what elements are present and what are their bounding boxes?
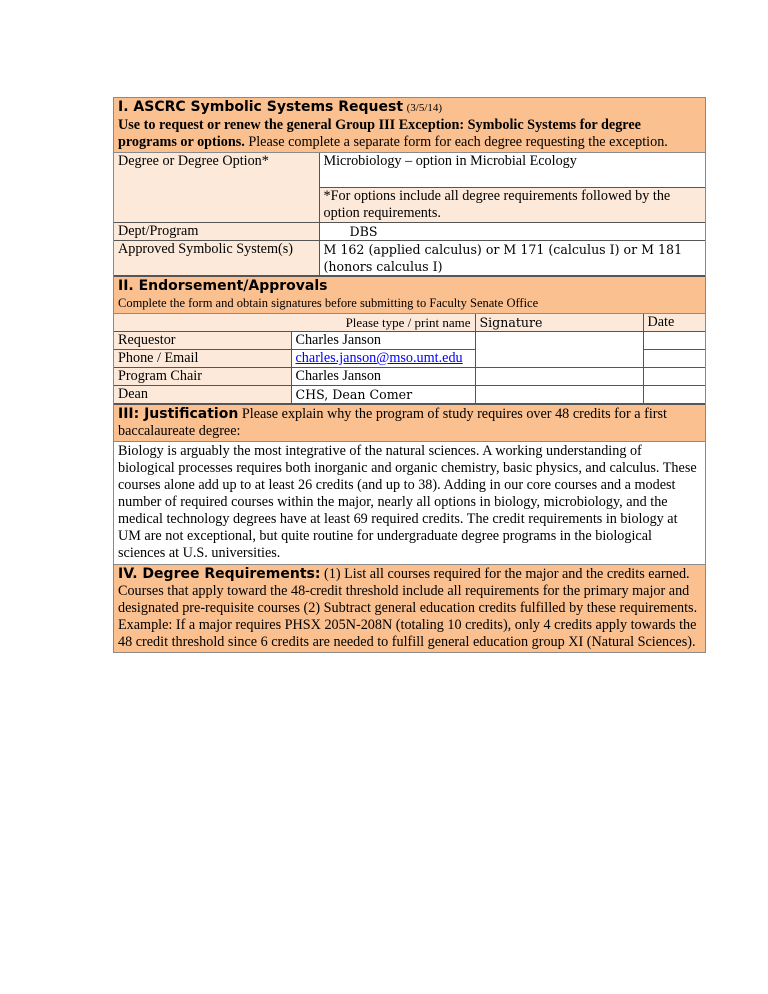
dept-label: Dept/Program bbox=[114, 223, 319, 241]
section-1-title: I. ASCRC Symbolic Systems Request bbox=[118, 99, 404, 115]
dean-date-field[interactable] bbox=[643, 386, 705, 404]
requestor-name-field[interactable]: Charles Janson bbox=[291, 332, 475, 350]
approvals-table bbox=[114, 314, 705, 404]
section-3-prompt: Please explain why the program of study requires over 48 credits for a first baccalaureate degree: bbox=[118, 406, 667, 439]
requestor-signature-field[interactable] bbox=[475, 332, 643, 368]
requestor-date-field[interactable] bbox=[643, 332, 705, 350]
phone-email-date-field[interactable] bbox=[643, 350, 705, 368]
phone-email-label: Phone / Email bbox=[114, 350, 291, 368]
section-1-header bbox=[114, 98, 705, 153]
section-1-intro: Please complete a separate form for each degree requesting the exception. bbox=[244, 134, 668, 150]
program-chair-date-field[interactable] bbox=[643, 368, 705, 386]
degree-field[interactable]: Microbiology – option in Microbial Ecology bbox=[319, 153, 705, 188]
dean-signature-field[interactable] bbox=[475, 386, 643, 404]
program-chair-name-field[interactable]: Charles Janson bbox=[291, 368, 475, 386]
email-field[interactable] bbox=[291, 350, 475, 368]
col-header-name: Please type / print name bbox=[114, 314, 475, 332]
section-3-title: III: Justification bbox=[118, 406, 239, 422]
section-2-header bbox=[114, 276, 705, 314]
section-4-title: IV. Degree Requirements: bbox=[118, 566, 321, 582]
section-4-header bbox=[114, 565, 705, 652]
dean-name-field[interactable]: CHS, Dean Comer bbox=[291, 386, 475, 404]
email-link[interactable]: charles.janson@mso.umt.edu bbox=[295, 350, 463, 366]
dept-field[interactable]: DBS bbox=[319, 223, 705, 241]
justification-field[interactable]: Biology is arguably the most integrative of the natural sciences. A working understanding of biological processes requires both inorganic and organic chemistry, basic physics, and calculus. These courses alone add up to at least 26 credits (and up to 38). Adding in our core courses and a modest number of required courses within the major, nearly all options in biology, microbiology, and the medical technology degrees have at least 69 required credits. The credit requirements in biology at UM are not exceptional, but quite routine for undergraduate degree programs in the biological sciences at U.S. universities. bbox=[114, 442, 705, 565]
symbolic-system-label: Approved Symbolic System(s) bbox=[114, 241, 319, 276]
col-header-date: Date bbox=[643, 314, 705, 332]
section-1-intro-bold: Use to request or renew the general Group III Exception: Symbolic Systems for degree programs or options. bbox=[118, 117, 641, 150]
degree-note: *For options include all degree requirements followed by the option requirements. bbox=[319, 188, 705, 223]
col-header-signature: Signature bbox=[475, 314, 643, 332]
section-4-body: (1) List all courses required for the major and the credits earned. Courses that apply toward the 48-credit threshold include all requirements for the primary major and designated pre-requisite courses (2) Subtract general education credits fulfilled by these requirements. Example: If a major requires PHSX 205N-208N (totaling 10 credits), only 4 credits apply towards the 48 credit threshold since 6 credits are needed to fulfill general education group XI (Natural Sciences). bbox=[118, 566, 698, 650]
requestor-label: Requestor bbox=[114, 332, 291, 350]
symbolic-system-field[interactable]: M 162 (applied calculus) or M 171 (calculus I) or M 181 (honors calculus I) bbox=[319, 241, 705, 276]
form-date: (3/5/14) bbox=[406, 102, 443, 114]
symbolic-systems-request-form bbox=[113, 97, 706, 653]
section-2-subtitle: Complete the form and obtain signatures before submitting to Faculty Senate Office bbox=[118, 296, 539, 310]
section-2-title: II. Endorsement/Approvals bbox=[118, 278, 328, 294]
program-chair-label: Program Chair bbox=[114, 368, 291, 386]
program-chair-signature-field[interactable] bbox=[475, 368, 643, 386]
degree-label: Degree or Degree Option* bbox=[114, 153, 319, 223]
degree-info-table bbox=[114, 153, 705, 276]
dean-label: Dean bbox=[114, 386, 291, 404]
section-3-header bbox=[114, 404, 705, 442]
